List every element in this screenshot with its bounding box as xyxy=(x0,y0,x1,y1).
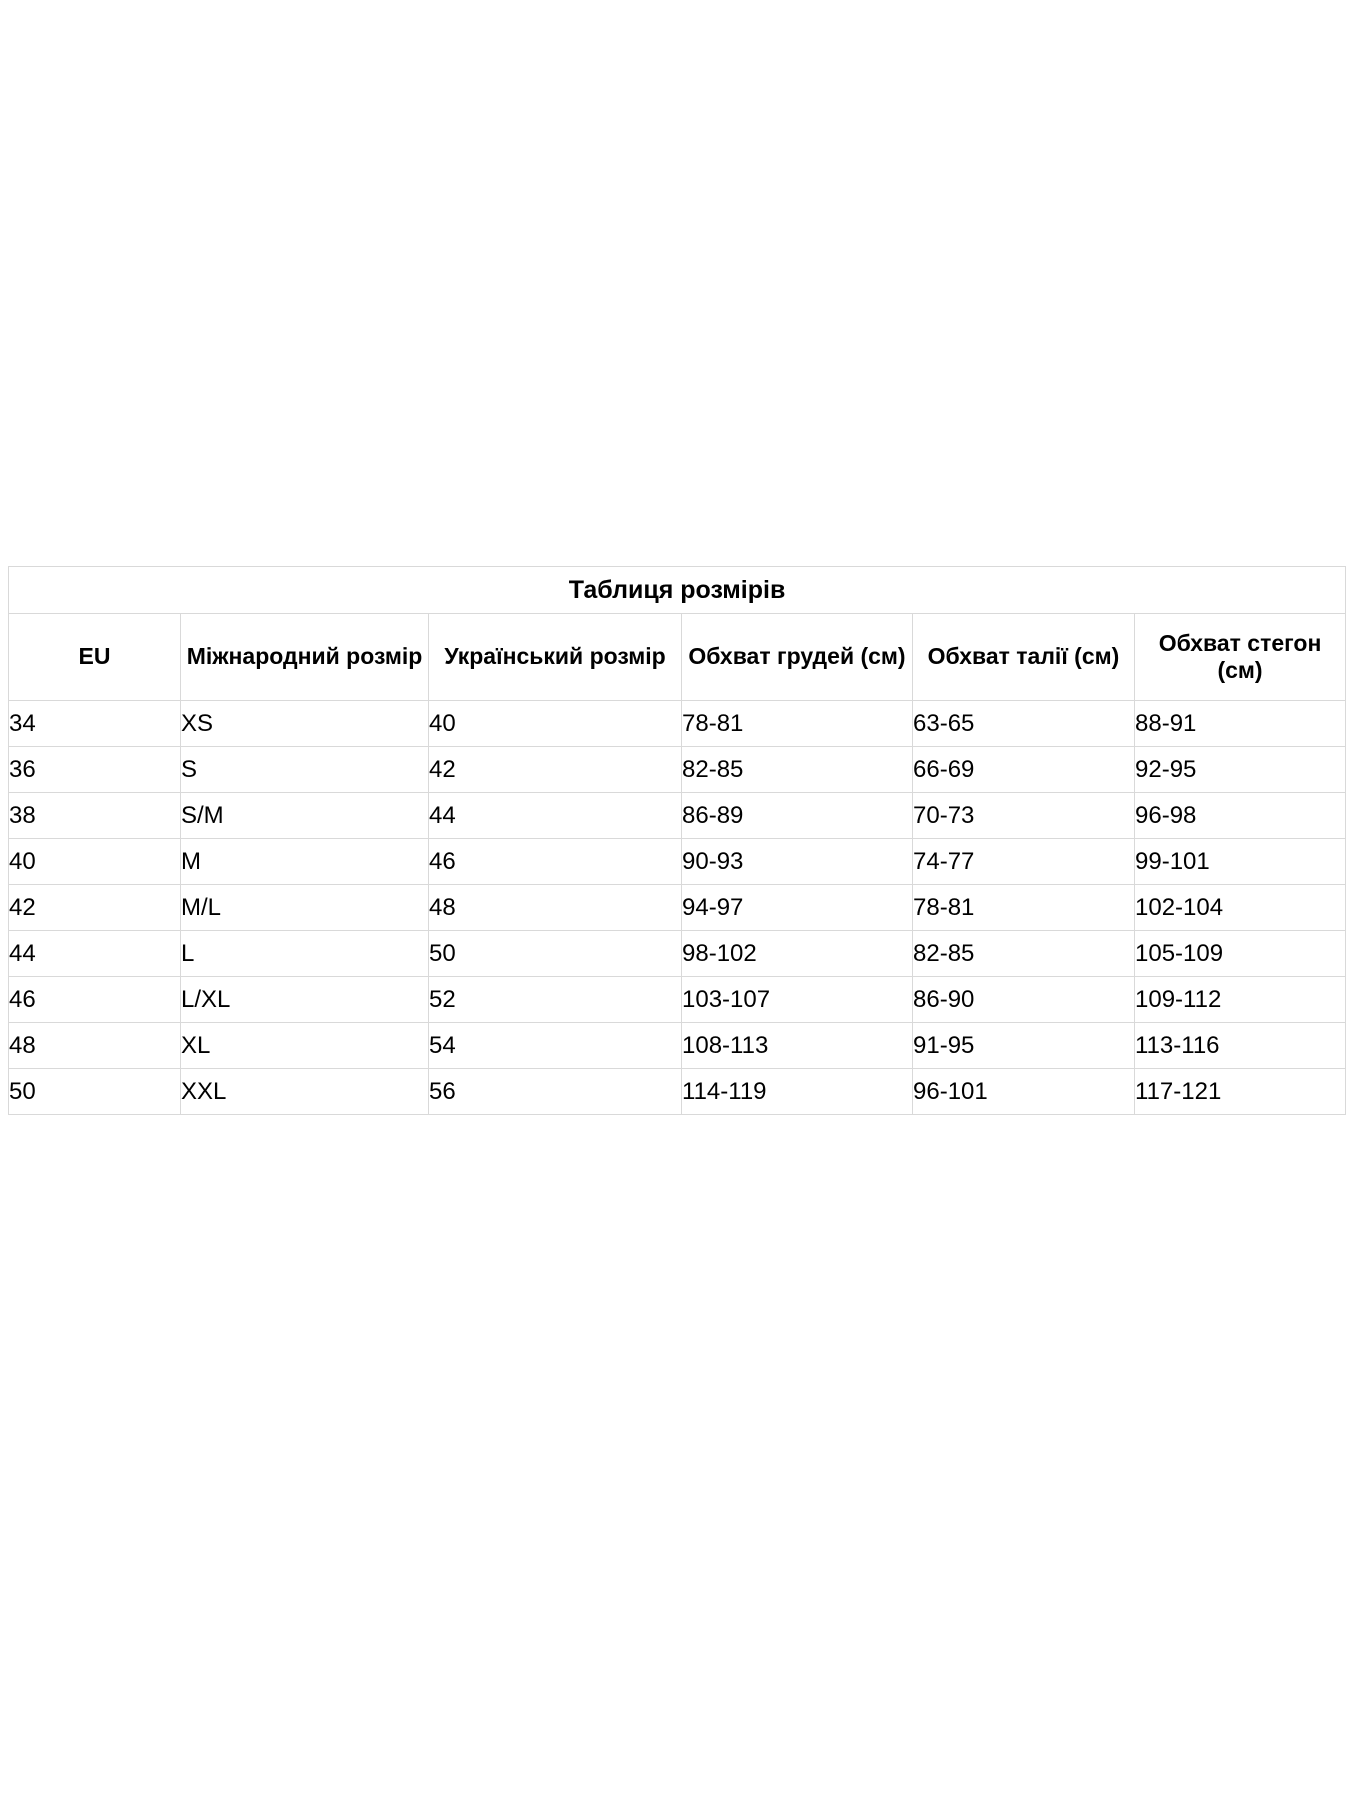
column-header-waist: Обхват талії (см) xyxy=(913,614,1135,701)
cell-hips: 99-101 xyxy=(1135,839,1346,885)
cell-chest: 78-81 xyxy=(682,701,913,747)
table-row xyxy=(9,839,1346,885)
cell-waist: 66-69 xyxy=(913,747,1135,793)
cell-hips: 96-98 xyxy=(1135,793,1346,839)
cell-eu: 42 xyxy=(9,885,181,931)
cell-hips: 109-112 xyxy=(1135,977,1346,1023)
cell-hips: 88-91 xyxy=(1135,701,1346,747)
cell-international-size: XS xyxy=(181,701,429,747)
cell-waist: 74-77 xyxy=(913,839,1135,885)
page-title: Таблиця розмірів xyxy=(9,567,1346,614)
cell-ukrainian-size: 42 xyxy=(429,747,682,793)
cell-chest: 90-93 xyxy=(682,839,913,885)
column-header-chest: Обхват грудей (см) xyxy=(682,614,913,701)
cell-ukrainian-size: 54 xyxy=(429,1023,682,1069)
cell-ukrainian-size: 56 xyxy=(429,1069,682,1115)
table-row xyxy=(9,793,1346,839)
table-header-row xyxy=(9,614,1346,701)
cell-waist: 82-85 xyxy=(913,931,1135,977)
cell-ukrainian-size: 48 xyxy=(429,885,682,931)
cell-waist: 63-65 xyxy=(913,701,1135,747)
table-row xyxy=(9,747,1346,793)
cell-eu: 38 xyxy=(9,793,181,839)
table-row xyxy=(9,1069,1346,1115)
cell-international-size: S xyxy=(181,747,429,793)
cell-international-size: L xyxy=(181,931,429,977)
cell-chest: 86-89 xyxy=(682,793,913,839)
cell-waist: 91-95 xyxy=(913,1023,1135,1069)
table-row xyxy=(9,885,1346,931)
cell-chest: 103-107 xyxy=(682,977,913,1023)
cell-eu: 40 xyxy=(9,839,181,885)
table-title-row xyxy=(9,567,1346,614)
cell-ukrainian-size: 46 xyxy=(429,839,682,885)
cell-hips: 117-121 xyxy=(1135,1069,1346,1115)
cell-waist: 86-90 xyxy=(913,977,1135,1023)
cell-international-size: M xyxy=(181,839,429,885)
table-row xyxy=(9,931,1346,977)
cell-international-size: S/M xyxy=(181,793,429,839)
cell-ukrainian-size: 50 xyxy=(429,931,682,977)
cell-hips: 105-109 xyxy=(1135,931,1346,977)
cell-eu: 44 xyxy=(9,931,181,977)
size-chart-container xyxy=(8,566,1348,1115)
cell-waist: 78-81 xyxy=(913,885,1135,931)
cell-eu: 48 xyxy=(9,1023,181,1069)
cell-hips: 92-95 xyxy=(1135,747,1346,793)
column-header-eu: EU xyxy=(9,614,181,701)
cell-international-size: XXL xyxy=(181,1069,429,1115)
column-header-ukrainian-size: Український розмір xyxy=(429,614,682,701)
cell-waist: 96-101 xyxy=(913,1069,1135,1115)
cell-chest: 82-85 xyxy=(682,747,913,793)
column-header-hips: Обхват стегон (см) xyxy=(1135,614,1346,701)
cell-ukrainian-size: 40 xyxy=(429,701,682,747)
table-row xyxy=(9,1023,1346,1069)
cell-waist: 70-73 xyxy=(913,793,1135,839)
cell-eu: 50 xyxy=(9,1069,181,1115)
table-row xyxy=(9,701,1346,747)
column-header-international-size: Міжнародний розмір xyxy=(181,614,429,701)
size-chart-table xyxy=(8,566,1346,1115)
cell-international-size: XL xyxy=(181,1023,429,1069)
cell-chest: 114-119 xyxy=(682,1069,913,1115)
cell-eu: 34 xyxy=(9,701,181,747)
table-row xyxy=(9,977,1346,1023)
cell-chest: 98-102 xyxy=(682,931,913,977)
cell-chest: 108-113 xyxy=(682,1023,913,1069)
cell-ukrainian-size: 52 xyxy=(429,977,682,1023)
cell-chest: 94-97 xyxy=(682,885,913,931)
cell-hips: 102-104 xyxy=(1135,885,1346,931)
cell-eu: 36 xyxy=(9,747,181,793)
cell-ukrainian-size: 44 xyxy=(429,793,682,839)
cell-international-size: M/L xyxy=(181,885,429,931)
cell-international-size: L/XL xyxy=(181,977,429,1023)
cell-eu: 46 xyxy=(9,977,181,1023)
cell-hips: 113-116 xyxy=(1135,1023,1346,1069)
